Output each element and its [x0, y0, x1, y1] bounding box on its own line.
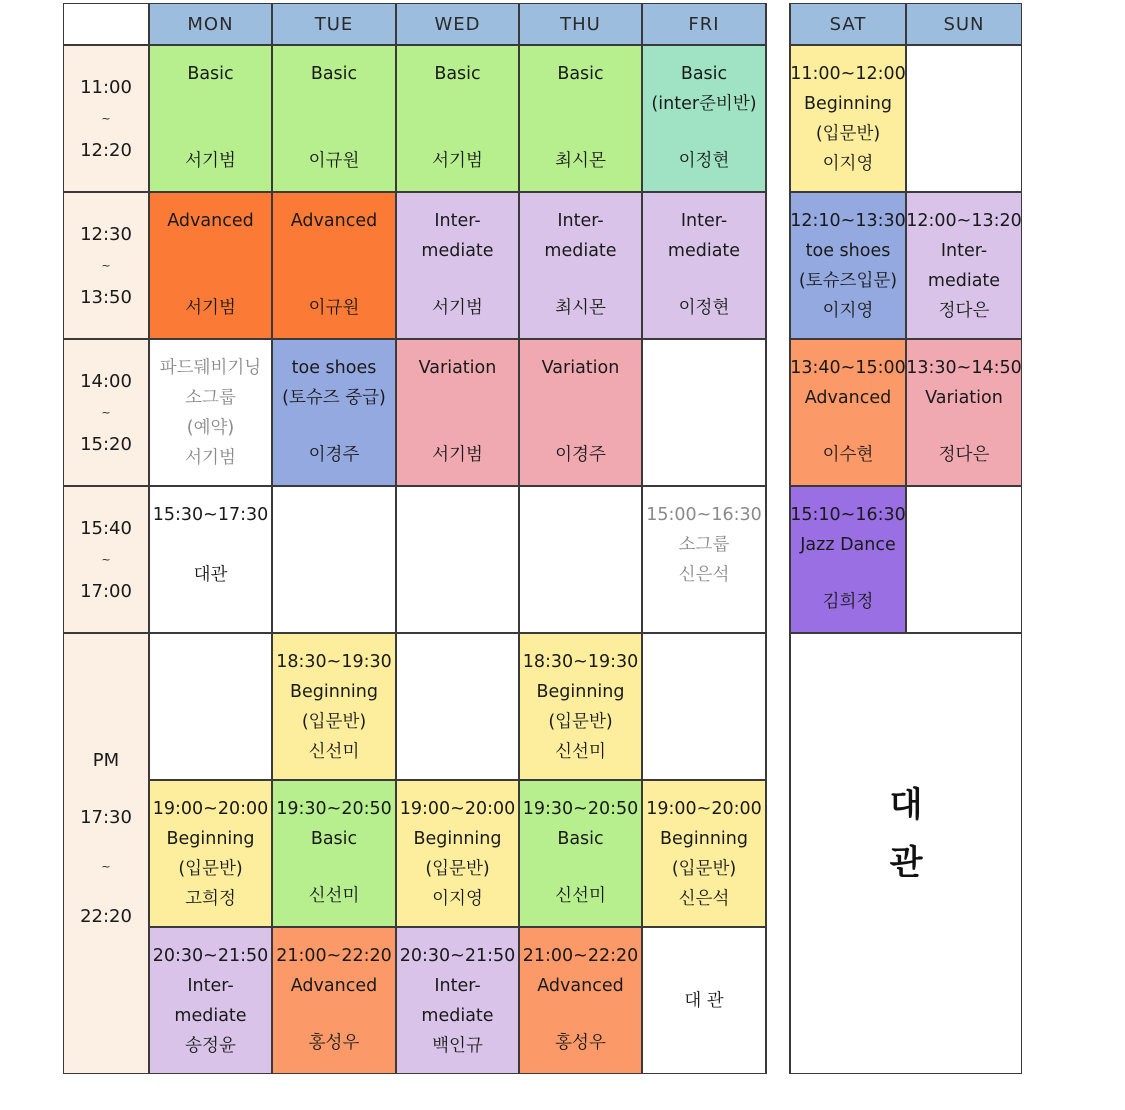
class-cell-wed-r5a[interactable]	[396, 633, 519, 780]
teacher-name: 홍성우	[308, 1033, 360, 1053]
class-line: Inter-	[434, 976, 481, 996]
class-line: mediate	[667, 241, 741, 261]
teacher-name: 이수현	[822, 445, 874, 465]
day-label: THU	[560, 13, 601, 35]
day-label: SUN	[943, 13, 985, 35]
class-line: 신선미	[308, 742, 360, 762]
class-cell-sun-r1[interactable]	[906, 45, 1022, 192]
class-cell-fri-r5c[interactable]	[642, 927, 766, 1074]
day-header-tue	[272, 3, 396, 45]
class-cell-sun-r4[interactable]	[906, 486, 1022, 633]
teacher-name: 신선미	[555, 886, 606, 906]
class-line: Basic	[187, 64, 234, 84]
class-cell-fri-r4[interactable]	[642, 486, 766, 633]
time-slot-r2	[63, 192, 149, 339]
class-line: 20:30~21:50	[152, 946, 269, 966]
time-slot-r1	[63, 45, 149, 192]
class-line: mediate	[544, 241, 617, 261]
time-tilde: ~	[101, 860, 111, 873]
class-line: 대 관	[684, 990, 724, 1011]
class-cell-wed-r3[interactable]	[396, 339, 519, 486]
day-header-mon	[149, 3, 272, 45]
class-line: 19:00~20:00	[152, 799, 269, 819]
class-cell-fri-r2[interactable]	[642, 192, 766, 339]
class-line: 송정윤	[185, 1036, 236, 1056]
teacher-name: 서기범	[185, 298, 236, 318]
day-header-fri	[642, 3, 766, 45]
day-label: MON	[187, 13, 234, 35]
class-line: toe shoes	[805, 241, 891, 261]
class-cell-fri-r1[interactable]	[642, 45, 766, 192]
class-line: (입문반)	[671, 859, 737, 879]
class-cell-mon-r5a[interactable]	[149, 633, 272, 780]
class-line: mediate	[927, 271, 1001, 291]
time-start: 11:00	[80, 76, 132, 98]
time-pm: PM	[92, 750, 120, 771]
class-cell-mon-r5b[interactable]	[149, 780, 272, 927]
teacher-name: 김희정	[822, 592, 874, 612]
class-line: 21:00~22:20	[522, 946, 639, 966]
class-line: (입문반)	[548, 712, 613, 732]
class-line: 19:00~20:00	[646, 799, 762, 819]
class-line: 15:00~16:30	[646, 505, 762, 525]
class-cell-thu-r2[interactable]	[519, 192, 642, 339]
teacher-name: 최시몬	[555, 298, 606, 318]
class-cell-thu-r5a[interactable]	[519, 633, 642, 780]
class-line: Basic	[310, 64, 358, 84]
teacher-name: 서기범	[432, 151, 483, 171]
class-cell-sat-r1[interactable]	[790, 45, 906, 192]
class-line: Variation	[418, 358, 497, 378]
class-line: 20:30~21:50	[399, 946, 516, 966]
teacher-name: 이정현	[678, 298, 730, 318]
class-line: 파드뒈비기닝	[159, 358, 262, 378]
class-cell-sun-r2[interactable]	[906, 192, 1022, 339]
teacher-name: 홍성우	[555, 1033, 606, 1053]
time-start: 12:30	[80, 223, 132, 245]
time-start: 15:40	[80, 517, 132, 539]
class-line: Beginning	[290, 682, 378, 702]
time-start: 14:00	[80, 370, 132, 392]
time-tilde: ~	[101, 405, 111, 419]
class-line	[208, 530, 214, 560]
class-line: 18:30~19:30	[276, 652, 392, 672]
class-line: 11:00~12:00	[790, 64, 906, 84]
class-line: 고희정	[185, 889, 236, 909]
class-line: 소그룹	[185, 388, 236, 408]
column-gap	[766, 3, 790, 1074]
class-cell-sat-r4[interactable]	[790, 486, 906, 633]
class-cell-thu-r4[interactable]	[519, 486, 642, 633]
class-line: Advanced	[290, 976, 378, 996]
day-label: FRI	[688, 13, 720, 35]
class-line: Beginning	[804, 94, 892, 114]
class-line: 15:30~17:30	[152, 505, 269, 525]
time-slot-r3	[63, 339, 149, 486]
class-cell-tue-r2[interactable]	[272, 192, 396, 339]
class-cell-mon-r3[interactable]	[149, 339, 272, 486]
class-cell-wed-r1[interactable]	[396, 45, 519, 192]
teacher-name: 서기범	[432, 445, 483, 465]
class-cell-wed-r5c[interactable]	[396, 927, 519, 1074]
time-end: 13:50	[80, 286, 132, 308]
teacher-name: 정다은	[938, 445, 990, 465]
class-cell-sat-r2[interactable]	[790, 192, 906, 339]
class-cell-tue-r3[interactable]	[272, 339, 396, 486]
rental-char: 관	[889, 842, 923, 883]
class-cell-mon-r5c[interactable]	[149, 927, 272, 1074]
class-line: Beginning	[660, 829, 748, 849]
class-line: (토슈즈입문)	[798, 271, 898, 291]
class-line: 21:00~22:20	[276, 946, 392, 966]
class-line: 신선미	[555, 742, 606, 762]
class-cell-fri-r5b[interactable]	[642, 780, 766, 927]
class-line: Basic	[434, 64, 481, 84]
class-line: 정다은	[938, 301, 990, 321]
teacher-name: 이규원	[308, 298, 360, 318]
class-line: 백인규	[432, 1036, 483, 1056]
time-tilde: ~	[101, 552, 111, 566]
class-line: (예약)	[186, 418, 235, 438]
class-cell-thu-r1[interactable]	[519, 45, 642, 192]
class-cell-mon-r1[interactable]	[149, 45, 272, 192]
class-cell-mon-r2[interactable]	[149, 192, 272, 339]
class-cell-thu-r5b[interactable]	[519, 780, 642, 927]
day-label: TUE	[314, 13, 354, 35]
time-slot-r4	[63, 486, 149, 633]
class-line: 12:00~13:20	[906, 211, 1022, 231]
day-header-sun	[906, 3, 1022, 45]
class-line: (토슈즈 중급)	[282, 388, 386, 408]
class-line: Advanced	[537, 976, 624, 996]
day-label: SAT	[829, 13, 867, 35]
class-line: 이지영	[822, 154, 874, 174]
time-end: 12:20	[80, 139, 132, 161]
class-cell-tue-r1[interactable]	[272, 45, 396, 192]
class-line: 19:30~20:50	[276, 799, 392, 819]
time-tilde: ~	[101, 111, 111, 125]
time-end: 15:20	[80, 433, 132, 455]
time-end: 17:00	[80, 580, 132, 602]
class-cell-sun-r3[interactable]	[906, 339, 1022, 486]
class-cell-fri-r5a[interactable]	[642, 633, 766, 780]
class-line: 신은석	[678, 565, 730, 585]
class-line: Variation	[925, 388, 1003, 408]
class-line: Inter-	[940, 241, 988, 261]
teacher-name: 이정현	[678, 151, 730, 171]
class-line: Advanced	[167, 211, 254, 231]
class-line: Basic	[557, 829, 604, 849]
class-line: 대관	[193, 565, 228, 585]
class-cell-tue-r5b[interactable]	[272, 780, 396, 927]
header-corner	[63, 3, 149, 45]
time-end: 22:20	[80, 906, 132, 927]
class-line: 이지영	[432, 889, 483, 909]
class-line: 이지영	[822, 301, 874, 321]
class-cell-thu-r3[interactable]	[519, 339, 642, 486]
class-line: Inter-	[434, 211, 481, 231]
class-cell-thu-r5c[interactable]	[519, 927, 642, 1074]
class-line: Beginning	[536, 682, 625, 702]
teacher-name: 최시몬	[555, 151, 606, 171]
teacher-name: 이규원	[308, 151, 360, 171]
day-header-sat	[790, 3, 906, 45]
class-line: mediate	[421, 1006, 494, 1026]
class-line: 12:10~13:30	[790, 211, 906, 231]
class-line: 15:10~16:30	[790, 505, 906, 525]
class-line: (입문반)	[815, 124, 881, 144]
class-line: Advanced	[804, 388, 892, 408]
class-line: Inter-	[680, 211, 728, 231]
teacher-name: 신선미	[308, 886, 360, 906]
class-line: 소그룹	[678, 535, 730, 555]
class-cell-sat-r3[interactable]	[790, 339, 906, 486]
class-line: Basic	[680, 64, 728, 84]
weekend-evening-rental	[790, 633, 1022, 1074]
rental-char: 대	[889, 784, 923, 825]
class-line: 13:30~14:50	[906, 358, 1022, 378]
teacher-name: 이경주	[308, 445, 360, 465]
class-line: 18:30~19:30	[522, 652, 639, 672]
class-line: Advanced	[290, 211, 378, 231]
time-tilde: ~	[101, 258, 111, 272]
class-line: mediate	[174, 1006, 247, 1026]
class-line: Beginning	[413, 829, 502, 849]
teacher-name: 서기범	[432, 298, 483, 318]
time-slot-evening	[63, 633, 149, 1074]
day-label: WED	[434, 13, 481, 35]
time-start: 17:30	[80, 807, 132, 828]
class-cell-tue-r5c[interactable]	[272, 927, 396, 1074]
day-header-thu	[519, 3, 642, 45]
class-cell-fri-r3[interactable]	[642, 339, 766, 486]
class-line: Jazz Dance	[800, 535, 896, 555]
class-cell-mon-r4[interactable]	[149, 486, 272, 633]
class-cell-tue-r5a[interactable]	[272, 633, 396, 780]
class-line: Basic	[310, 829, 358, 849]
class-line: (inter준비반)	[651, 94, 757, 114]
class-line: mediate	[421, 241, 494, 261]
day-header-wed	[396, 3, 519, 45]
class-cell-wed-r4[interactable]	[396, 486, 519, 633]
class-line: 19:30~20:50	[522, 799, 639, 819]
class-line: 13:40~15:00	[790, 358, 906, 378]
class-line: 서기범	[185, 448, 236, 468]
class-line: Inter-	[557, 211, 604, 231]
class-line: toe shoes	[291, 358, 377, 378]
class-line: (입문반)	[178, 859, 243, 879]
class-cell-tue-r4[interactable]	[272, 486, 396, 633]
class-line: (입문반)	[301, 712, 367, 732]
teacher-name: 이경주	[555, 445, 606, 465]
class-cell-wed-r2[interactable]	[396, 192, 519, 339]
class-line: Inter-	[187, 976, 234, 996]
class-line: Beginning	[166, 829, 255, 849]
class-line: Variation	[541, 358, 620, 378]
teacher-name: 서기범	[185, 151, 236, 171]
class-line: (입문반)	[425, 859, 490, 879]
class-line: Basic	[557, 64, 604, 84]
class-line: 신은석	[678, 889, 730, 909]
class-cell-wed-r5b[interactable]	[396, 780, 519, 927]
class-line: 19:00~20:00	[399, 799, 516, 819]
